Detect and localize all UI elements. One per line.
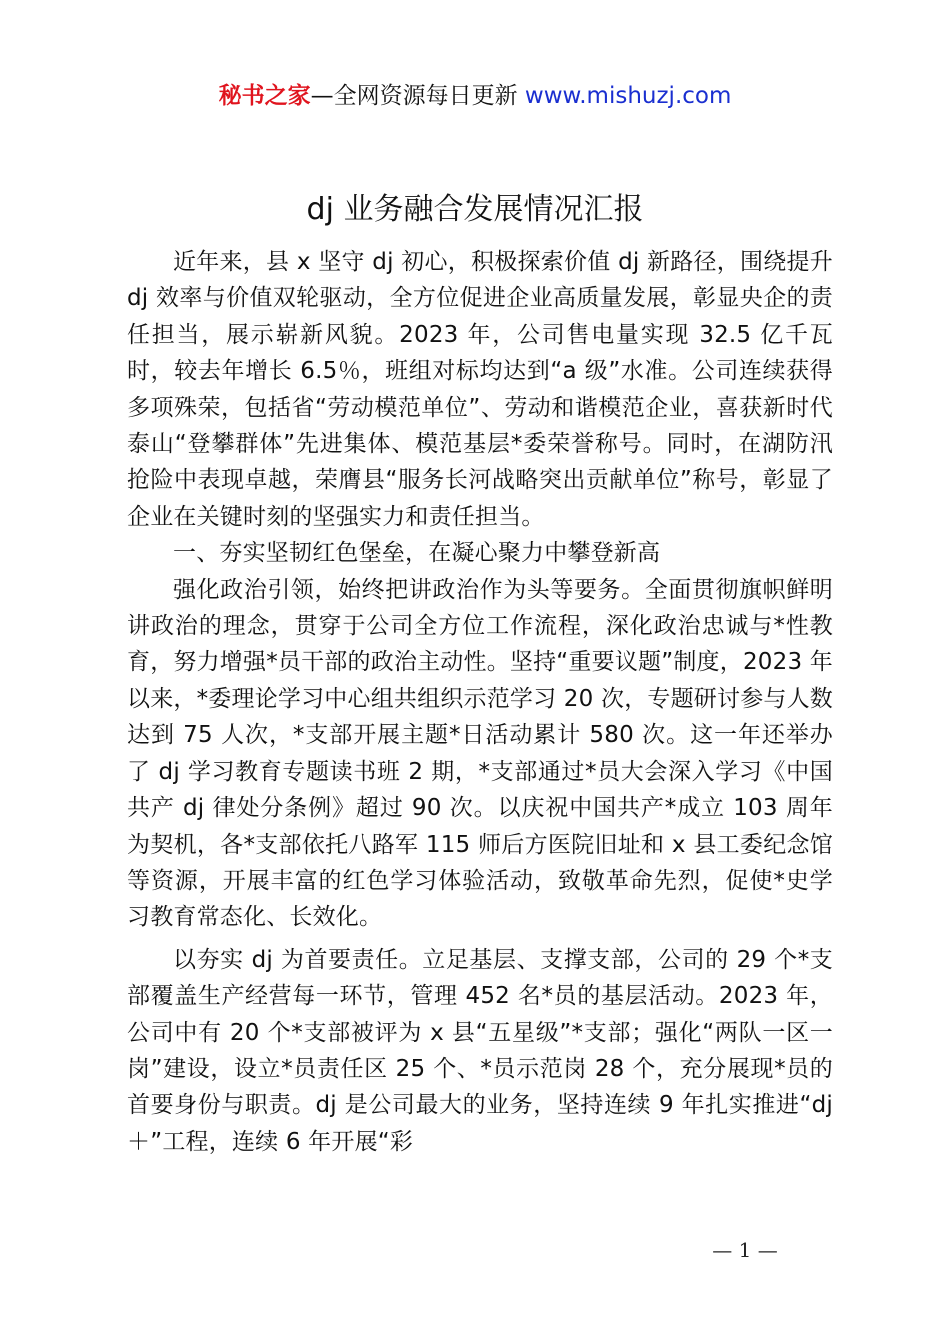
- site-banner: [0, 80, 950, 112]
- paragraph-political-leadership: 强化政治引领，始终把讲政治作为头等要务。全面贯彻旗帜鲜明讲政治的理念，贯穿于公司全方位工作流程，深化政治忠诚与*性教育，努力增强*员干部的政治主动性。坚持“重要议题”制度，2023 年以来，*委理论学习中心组共组织示范学习 20 次，专题研讨参与人数达到 75 人次，*支部开展主题*日活动累计 580 次。这一年还举办了 dj 学习教育专题读书班 2 期，*支部通过*员大会深入学习《中国共产 dj 律处分条例》超过 90 次。以庆祝中国共产*成立 103 周年为契机，各*支部依托八路军 115 师后方医院旧址和 x 县工委纪念馆等资源，开展丰富的红色学习体验活动，致敬革命先烈，促使*史学习教育常态化、长效化。: [127, 576, 833, 931]
- section-heading-1: 一、夯实坚韧红色堡垒，在凝心聚力中攀登新高: [173, 540, 661, 567]
- document-title: dj 业务融合发展情况汇报: [306, 192, 644, 227]
- document-body: [127, 244, 833, 1160]
- site-brand: 秘书之家: [218, 83, 311, 109]
- page-number: — 1 —: [712, 1238, 778, 1262]
- intro-paragraph: 近年来，县 x 坚守 dj 初心，积极探索价值 dj 新路径，围绕提升 dj 效率与价值双轮驱动，全方位促进企业高质量发展，彰显央企的责任担当，展示崭新风貌。2023 年，公司售电量实现 32.5 亿千瓦时，较去年增长 6.5％，班组对标均达到“a 级”水准。公司连续获得多项殊荣，包括省“劳动模范单位”、劳动和谐模范企业，喜获新时代泰山“登攀群体”先进集体、模范基层*委荣誉称号。同时，在湖防汛抢险中表现卓越，荣膺县“服务长河战略突出贡献单位”称号，彰显了企业在关键时刻的坚强实力和责任担当。: [127, 249, 833, 530]
- paragraph-foundation: 以夯实 dj 为首要责任。立足基层、支撑支部，公司的 29 个*支部覆盖生产经营每一环节，管理 452 名*员的基层活动。2023 年，公司中有 20 个*支部被评为 x 县“五星级”*支部；强化“两队一区一岗”建设，设立*员责任区 25 个、*员示范岗 28 个，充分展现*员的首要身份与职责。dj 是公司最大的业务，坚持连续 9 年扎实推进“dj＋”工程，连续 6 年开展“彩: [127, 946, 833, 1155]
- site-url-link[interactable]: www.mishuzj.com: [524, 83, 732, 109]
- site-slogan: —全网资源每日更新: [310, 83, 518, 109]
